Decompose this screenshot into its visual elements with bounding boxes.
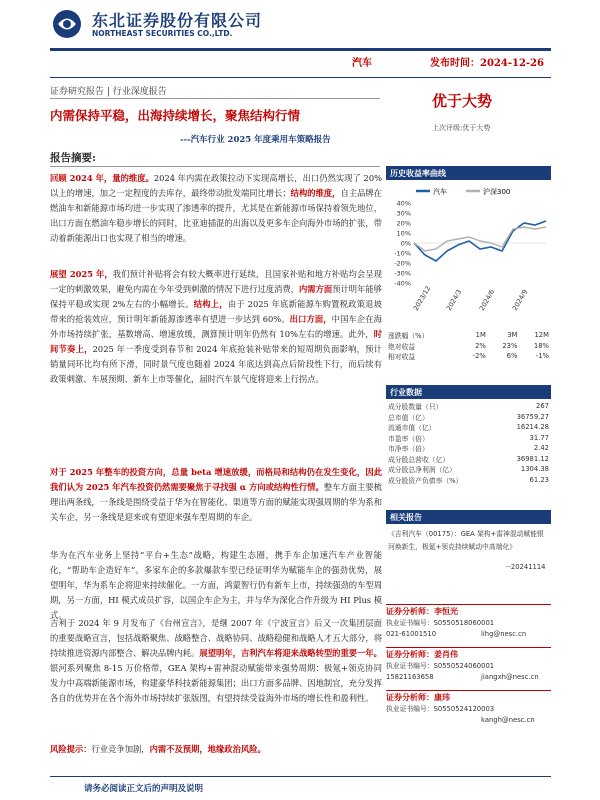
table-cell: 2% xyxy=(475,341,486,350)
table-row xyxy=(386,341,551,352)
table-cell: 36981.12 xyxy=(516,454,549,463)
table-cell: 相对收益 xyxy=(388,353,416,362)
divider xyxy=(386,604,551,605)
para-text: 整车方面主要梳理出两条线，一条线是围绕受益于华为在智能化、渠道等方面的赋能实现强周期的华为系和关车企，另一条线是迎来或有望迎来强车型周期的车企。 xyxy=(50,482,382,522)
returns-table xyxy=(386,330,551,362)
analyst-email[interactable]: lihg@nesc.cn xyxy=(481,630,527,638)
table-cell: 绝对收益 xyxy=(388,342,416,351)
table-row xyxy=(386,401,551,412)
industry-stats-table xyxy=(386,401,551,485)
para-lead: 时间节奏上， xyxy=(50,329,382,354)
table-header-cell: 3M xyxy=(507,331,518,340)
y-tick-label: 20% xyxy=(396,219,411,228)
table-row xyxy=(386,351,551,362)
para-text: 2024 年内需在政策拉动下实现高增长，出口仍然实现了 20%以上的增速，加之一定程度的去库存，最终带动批发端同比增长； xyxy=(50,173,382,198)
analyst-role: 证券分析师： xyxy=(386,650,434,659)
divider xyxy=(386,690,551,691)
table-cell: 6% xyxy=(506,352,518,361)
table-row xyxy=(386,433,551,444)
x-tick-label: 2023/12 xyxy=(411,284,433,312)
company-name-cn: 东北证券股份有限公司 xyxy=(92,11,263,30)
para-text: 银河系列聚焦 8-15 万价格带，GEA 架构+雷神混动赋能带来强势周期：极氪+领克协同发力中高端新能源市场，构建豪华科技新能源集团；出口方面多品牌、因地制宜，充分发挥各自的优势并在各个海外市场持续扩张版图，有望持续受益海外市场的增长性和盈利性。 xyxy=(50,663,382,703)
report-subtitle: ---汽车行业 2025 年度乘用车策略报告 xyxy=(180,135,331,145)
analyst-email[interactable]: jiangxh@nesc.cn xyxy=(481,673,539,681)
divider xyxy=(50,166,380,167)
para-lead: 内需不及预期，地缘政治风险。 xyxy=(149,744,266,754)
x-tick-label: 2024/6 xyxy=(477,288,497,312)
para-text: 行业竞争加剧， xyxy=(91,744,150,754)
related-report-date: --20241114 xyxy=(506,563,546,571)
para-text: 自主品牌在燃油车和新能源市场均进一步实现了渗透率的提升，尤其是在新能源市场保持着领先地位，出口方面在燃油车稳步增长的同时，比亚迪插混的出海以及更多车企向海外市场的扩张，带动着新能源出口也实现了相当的增速。 xyxy=(50,188,382,243)
analyst-phone: 021-61001510 xyxy=(386,630,437,638)
footer-disclaimer[interactable]: 请务必阅读正文后的声明及说明 xyxy=(84,784,204,794)
table-cell: 流通市值（亿） xyxy=(388,424,436,433)
paragraph-review-2024 xyxy=(50,171,382,246)
table-row xyxy=(386,443,551,454)
y-tick-label: -10% xyxy=(394,249,411,258)
para-text: 华为在汽车业务上坚持“平台+生态”战略，构建生态圈，携手车企加速汽车产业智能化，“帮助车企造好车”。多家车企的多款爆款车型已经证明华为赋能车企的强劲优势，展望明年，华为系车企将迎来持续催化。一方面，鸿蒙智行仍有新车上市，持续强劲的车型周期，另一方面，HI 模式成员扩容，以国企车企为主，并与华为深化合作升级为 HI Plus 模式。 xyxy=(50,550,382,620)
table-cell: 16214.28 xyxy=(516,423,549,432)
divider xyxy=(50,98,380,99)
breadcrumb: 证券研究报告 | 行业深度报告 xyxy=(50,87,167,97)
analyst-phone: 15821163658 xyxy=(386,673,434,681)
table-cell: -2% xyxy=(472,352,486,361)
summary-heading: 报告摘要: xyxy=(50,152,96,164)
table-cell: 成分股资产负债率（%） xyxy=(388,476,463,485)
header-rule xyxy=(50,48,551,51)
y-tick-label: 30% xyxy=(396,209,411,218)
table-cell: 18% xyxy=(533,341,549,350)
table-cell: 36759.27 xyxy=(516,412,549,421)
para-lead: 结构上， xyxy=(193,299,228,309)
company-logo-icon xyxy=(52,9,82,39)
chart-plot-area xyxy=(394,200,546,313)
x-tick-label: 2024/3 xyxy=(444,288,464,312)
para-lead: 风险提示： xyxy=(50,744,92,754)
paragraph-geely xyxy=(50,616,382,706)
legend-label-auto: 汽车 xyxy=(433,188,447,196)
divider xyxy=(386,647,551,648)
table-row xyxy=(386,464,551,475)
analyst-role: 证券分析师： xyxy=(386,607,434,616)
para-lead: 展望 2025 年， xyxy=(50,269,113,279)
y-tick-label: 40% xyxy=(396,199,411,208)
report-title: 内需保持平稳，出海持续增长，聚焦结构行情 xyxy=(50,108,301,123)
perf-chart-heading: 历史收益率曲线 xyxy=(386,166,551,180)
rating-value: 优于大势 xyxy=(432,92,493,110)
table-header-cell: 涨跌幅（%） xyxy=(388,332,429,341)
y-tick-label: -20% xyxy=(394,259,411,268)
industry-tag: 汽车 xyxy=(352,58,372,69)
table-cell: 市净率（倍） xyxy=(388,445,429,454)
publish-time: 发布时间：2024-12-26 xyxy=(430,58,544,69)
y-tick-label: 10% xyxy=(396,229,411,238)
y-tick-label: 0% xyxy=(400,239,411,248)
analyst-cert: 执业证书编号：S0550524120003 xyxy=(386,705,495,713)
header-rule-secondary xyxy=(50,77,551,78)
table-cell: 成分股总营收（亿） xyxy=(388,455,450,464)
table-cell: 总市值（亿） xyxy=(388,413,429,422)
table-row xyxy=(386,475,551,486)
chart-legend xyxy=(416,187,510,196)
analyst-name: 李恒光 xyxy=(434,607,458,616)
table-row xyxy=(386,412,551,423)
analyst-name: 姜肖伟 xyxy=(434,650,458,659)
paragraph-huawei xyxy=(50,548,382,623)
table-cell: 2.42 xyxy=(533,444,549,453)
analyst-email[interactable]: kangh@nesc.cn xyxy=(481,716,535,724)
legend-label-hs300: 沪深300 xyxy=(483,188,511,196)
y-tick-label: -40% xyxy=(394,279,411,288)
analyst-card xyxy=(386,692,535,724)
paragraph-investment-direction xyxy=(50,465,382,525)
related-report-text[interactable]: 《吉利汽车（00175）：GEA 架构+雷神混动赋能银河焕新生，极氪+领克持续赋动中高端化》 xyxy=(388,530,544,551)
table-cell: 成分股数量（只） xyxy=(388,403,443,412)
related-report-heading: 相关报告 xyxy=(386,510,551,524)
para-lead: 展望明年，吉利汽车将迎来战略转型的重要一年。 xyxy=(199,648,382,658)
table-cell: 市盈率（倍） xyxy=(388,434,429,443)
para-lead: 回顾 2024 年，量的维度。 xyxy=(50,173,154,183)
table-cell: -1% xyxy=(535,352,549,361)
paragraph-outlook-2025 xyxy=(50,267,382,387)
header-bar xyxy=(50,54,551,70)
previous-rating: 上次评级:优于大势 xyxy=(432,124,491,132)
table-header-cell: 1M xyxy=(475,331,486,340)
table-cell: 23% xyxy=(502,341,518,350)
para-lead: 出口方面， xyxy=(289,314,332,324)
para-text: 我们预计补贴将会有较大概率进行延续，且国家补贴和地方补贴均会呈现一定的刺激效果，避免内需在今年受到刺激的情况下进行过度消费， xyxy=(50,269,382,294)
table-row xyxy=(386,454,551,465)
table-row xyxy=(386,422,551,433)
analyst-name: 康玮 xyxy=(434,693,450,702)
performance-line-chart xyxy=(386,183,551,323)
para-text: 预计明年能够保持平稳或实现 2%左右的小幅增长。 xyxy=(50,284,382,309)
para-text: 2025 年一季度受到春节和 2024 年底抢装补贴带来的短周期负面影响，预计销量同环比均有所下滑，同时景气度也随着 2024 年底达到高点后阶段性下行，而后续有政策刺激、车展预期、新车上市等催化，届时汽车景气度将迎来上行拐点。 xyxy=(50,344,382,384)
table-cell: 61.23 xyxy=(529,475,549,484)
industry-stats-heading: 行业数据 xyxy=(386,385,551,399)
x-tick-label: 2024/9 xyxy=(510,288,530,312)
series-line-hs300 xyxy=(414,227,546,251)
company-name-en: NORTHEAST SECURITIES CO.,LTD. xyxy=(92,29,233,38)
para-lead: 对于 2025 年整车的投资方向，总量 beta 增速放缓，而格局和结构仍在发生变化，因此我们认为 2025 年汽车投资仍然需要聚焦于寻找强 α 方向或结构性行情。 xyxy=(50,467,382,492)
para-lead: 结构的维度， xyxy=(290,188,341,198)
analyst-card xyxy=(386,649,539,683)
table-cell: 1304.38 xyxy=(520,465,549,474)
para-text: 吉利于 2024 年 9 月发布了《台州宣言》，是继 2007 年《宁波宣言》后又一次集团层面的重要战略宣言，包括战略聚焦、战略整合、战略协同、战略稳健和战略人才五大部分，将持续推进资源内部整合、解决品牌内耗。 xyxy=(50,618,382,658)
table-header-row xyxy=(386,330,551,341)
paragraph-risk xyxy=(50,742,382,757)
para-text: 中国车企在海外市场持续扩张，基数增高、增速放缓，测算预计明年仍然有 10%左右的增速。此外， xyxy=(50,314,382,339)
table-cell: 31.77 xyxy=(529,433,549,442)
para-lead: 内需方面 xyxy=(298,284,333,294)
analyst-card xyxy=(386,606,527,640)
y-tick-label: -30% xyxy=(394,269,411,278)
table-header-cell: 12M xyxy=(534,331,549,340)
table-cell: 267 xyxy=(536,402,549,411)
analyst-cert: 执业证书编号：S0550518060001 xyxy=(386,619,495,627)
para-text: 由于 2025 年底新能源车购置税政策退坡带来的抢装效应，预计明年新能源渗透率有望进一步达到 60%。 xyxy=(50,299,382,324)
footer-rule xyxy=(50,776,551,777)
analyst-role: 证券分析师： xyxy=(386,693,434,702)
analyst-cert: 执业证书编号：S0550524060001 xyxy=(386,662,495,670)
table-cell: 成分股总净利润（亿） xyxy=(388,466,456,475)
